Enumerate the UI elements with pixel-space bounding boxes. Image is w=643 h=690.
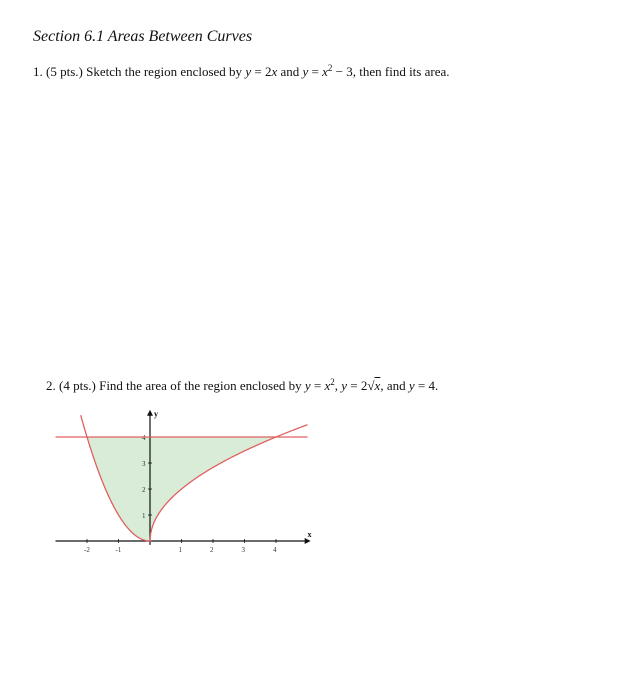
problem-1-number: 1. — [33, 64, 43, 79]
problem-2-text: Find the area of the region enclosed by — [99, 378, 302, 393]
x-tick-label: -2 — [84, 546, 90, 554]
problem-2-end: . — [434, 378, 439, 393]
y-axis-label: y — [154, 409, 158, 419]
problem-2-points: (4 pts.) — [59, 378, 96, 393]
y-axis-arrow — [147, 410, 153, 416]
problem-1-and: and — [280, 64, 300, 79]
y-tick-label: 4 — [142, 434, 146, 442]
y-tick-label: 2 — [142, 486, 146, 494]
problem-2-eq1: $y = x^2$ — [304, 377, 335, 393]
x-tick-label: 3 — [241, 546, 245, 554]
problem-1-tail: , then find its area. — [352, 64, 450, 79]
problem-1-text: Sketch the region enclosed by — [86, 64, 243, 79]
x-tick-label: 1 — [178, 546, 182, 554]
x-tick-label: 2 — [210, 546, 214, 554]
problem-2-eq3: y = 4 — [408, 378, 435, 393]
problem-1-points: (5 pts.) — [46, 64, 83, 79]
x-tick-label: 4 — [273, 546, 277, 554]
y-tick-label: 1 — [142, 512, 146, 520]
x-tick-label: -1 — [115, 546, 122, 554]
x-axis-label: x — [307, 530, 312, 539]
problem-1-eq1: y = 2x — [245, 64, 278, 79]
problem-2: 2. (4 pts.) Find the area of the region enclosed by $y = x^2$, y = 2√x, and y = 4. — [46, 377, 439, 393]
problem-1-eq2: $y = x^2 - 3$ — [302, 63, 353, 79]
section-title: Section 6.1 Areas Between Curves — [33, 28, 253, 45]
problem-2-and: and — [386, 378, 406, 393]
problem-2-eq2: y = 2√x — [341, 378, 381, 393]
problem-2-number: 2. — [46, 378, 56, 393]
y-tick-label: 3 — [142, 460, 146, 468]
